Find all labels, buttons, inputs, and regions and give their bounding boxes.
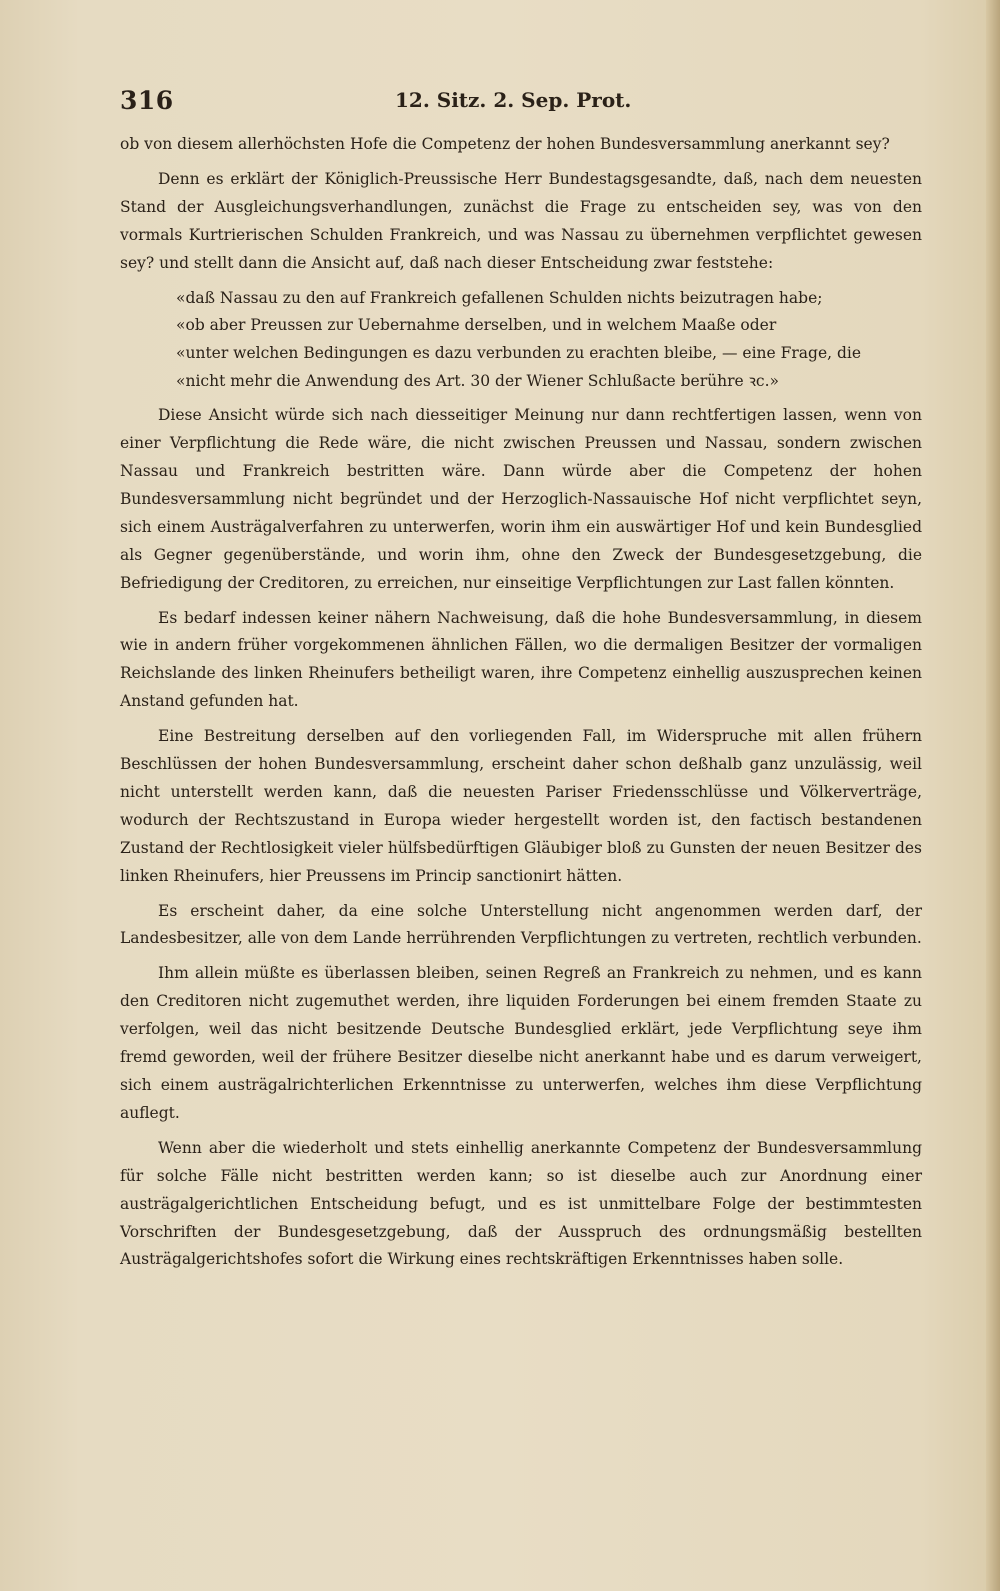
paragraph: ob von diesem allerhöchsten Hofe die Competenz der hohen Bundesversammlung anerkannt sey? — [120, 135, 890, 153]
block-quote — [120, 285, 922, 397]
paragraph: Eine Bestreitung derselben auf den vorliegenden Fall, im Widerspruche mit allen frühern Beschlüssen der hohen Bundesversammlung, erscheint daher schon deßhalb ganz unzulässig, weil nicht unterstellt werden kann, daß die neuesten Pariser Friedensschlüsse und Völkerverträge, wodurch der Rechtszustand in Europa wieder hergestellt worden ist, den factisch bestandenen Zustand der Rechtlosigkeit vieler hülfsbedürftigen Gläubiger bloß zu Gunsten der neuen Besitzer des linken Rheinufers, hier Preussens im Princip sanctionirt hätten. — [120, 727, 922, 885]
quote-line: «unter welchen Bedingungen es dazu verbunden zu erachten bleibe, — eine Frage, die — [176, 344, 862, 363]
paragraph: Es erscheint daher, da eine solche Unterstellung nicht angenommen werden darf, der Landesbesitzer, alle von dem Lande herrührenden Verpflichtungen zu vertreten, rechtlich verbunden. — [120, 901, 922, 948]
paragraph: Denn es erklärt der Königlich-Preussische Herr Bundestagsgesandte, daß, nach dem neuesten Stand der Ausgleichungsverhandlungen, zunächst die Frage zu entscheiden sey, was von den vormals Kurtrierischen Schulden Frankreich, und was Nassau zu übernehmen verpflichtet gewesen sey? und stellt dann die Ansicht auf, daß nach dieser Entscheidung zwar feststehe: — [120, 169, 922, 272]
paragraph: Ihm allein müßte es überlassen bleiben, seinen Regreß an Frankreich zu nehmen, und es kann den Creditoren nicht zugemuthet werden, ihre liquiden Forderungen bei einem fremden Staate zu verfolgen, weil das nicht besitzende Deutsche Bundesglied erklärt, jede Verpflichtung seye ihm fremd geworden, weil der frühere Besitzer dieselbe nicht anerkannt habe und es darum verweigert, sich einem austrägalrichterlichen Erkenntnisse zu unterwerfen, welches ihm diese Verpflichtung auflegt. — [120, 964, 922, 1122]
quote-line: «daß Nassau zu den auf Frankreich gefallenen Schulden nichts beizutragen habe; — [176, 288, 823, 307]
running-title: 12. Sitz. 2. Sep. Prot. — [395, 88, 632, 112]
page-number: 316 — [120, 86, 174, 115]
quote-line: «ob aber Preussen zur Uebernahme derselben, und in welchem Maaße oder — [176, 316, 777, 335]
body-text — [120, 131, 922, 1281]
paragraph: Diese Ansicht würde sich nach diesseitiger Meinung nur dann rechtfertigen lassen, wenn von einer Verpflichtung die Rede wäre, die nicht zwischen Preussen und Nassau, sondern zwischen Nassau und Frankreich bestritten wäre. Dann würde aber die Competenz der hohen Bundesversammlung nicht begründet und der Herzoglich-Nassauische Hof nicht verpflichtet seyn, sich einem Austrägalverfahren zu unterwerfen, worin ihm ein auswärtiger Hof und kein Bundesglied als Gegner gegenüberstände, und worin ihm, ohne den Zweck der Bundesgesetzgebung, die Befriedigung der Creditoren, zu erreichen, nur einseitige Verpflichtungen zur Last fallen könnten. — [120, 406, 922, 592]
page-header — [120, 86, 922, 116]
paragraph: Es bedarf indessen keiner nähern Nachweisung, daß die hohe Bundesversammlung, in diesem wie in andern früher vorgekommenen ähnlichen Fällen, wo die dermaligen Besitzer der vormaligen Reichslande des linken Rheinufers betheiligt waren, ihre Competenz einhellig auszusprechen keinen Anstand gefunden hat. — [120, 608, 922, 711]
paragraph: Wenn aber die wiederholt und stets einhellig anerkannte Competenz der Bundesversammlung für solche Fälle nicht bestritten werden kann; so ist dieselbe auch zur Anordnung einer austrägalgerichtlichen Entscheidung befugt, und es ist unmittelbare Folge der bestimmtesten Vorschriften der Bundesgesetzgebung, daß der Ausspruch des ordnungsmäßig bestellten Austrägalgerichtshofes sofort die Wirkung eines rechtskräftigen Erkenntnisses haben solle. — [120, 1138, 922, 1269]
book-spine-edge — [986, 0, 1000, 1591]
quote-line: «nicht mehr die Anwendung des Art. 30 der Wiener Schlußacte berühre ꝛc.» — [176, 372, 780, 391]
